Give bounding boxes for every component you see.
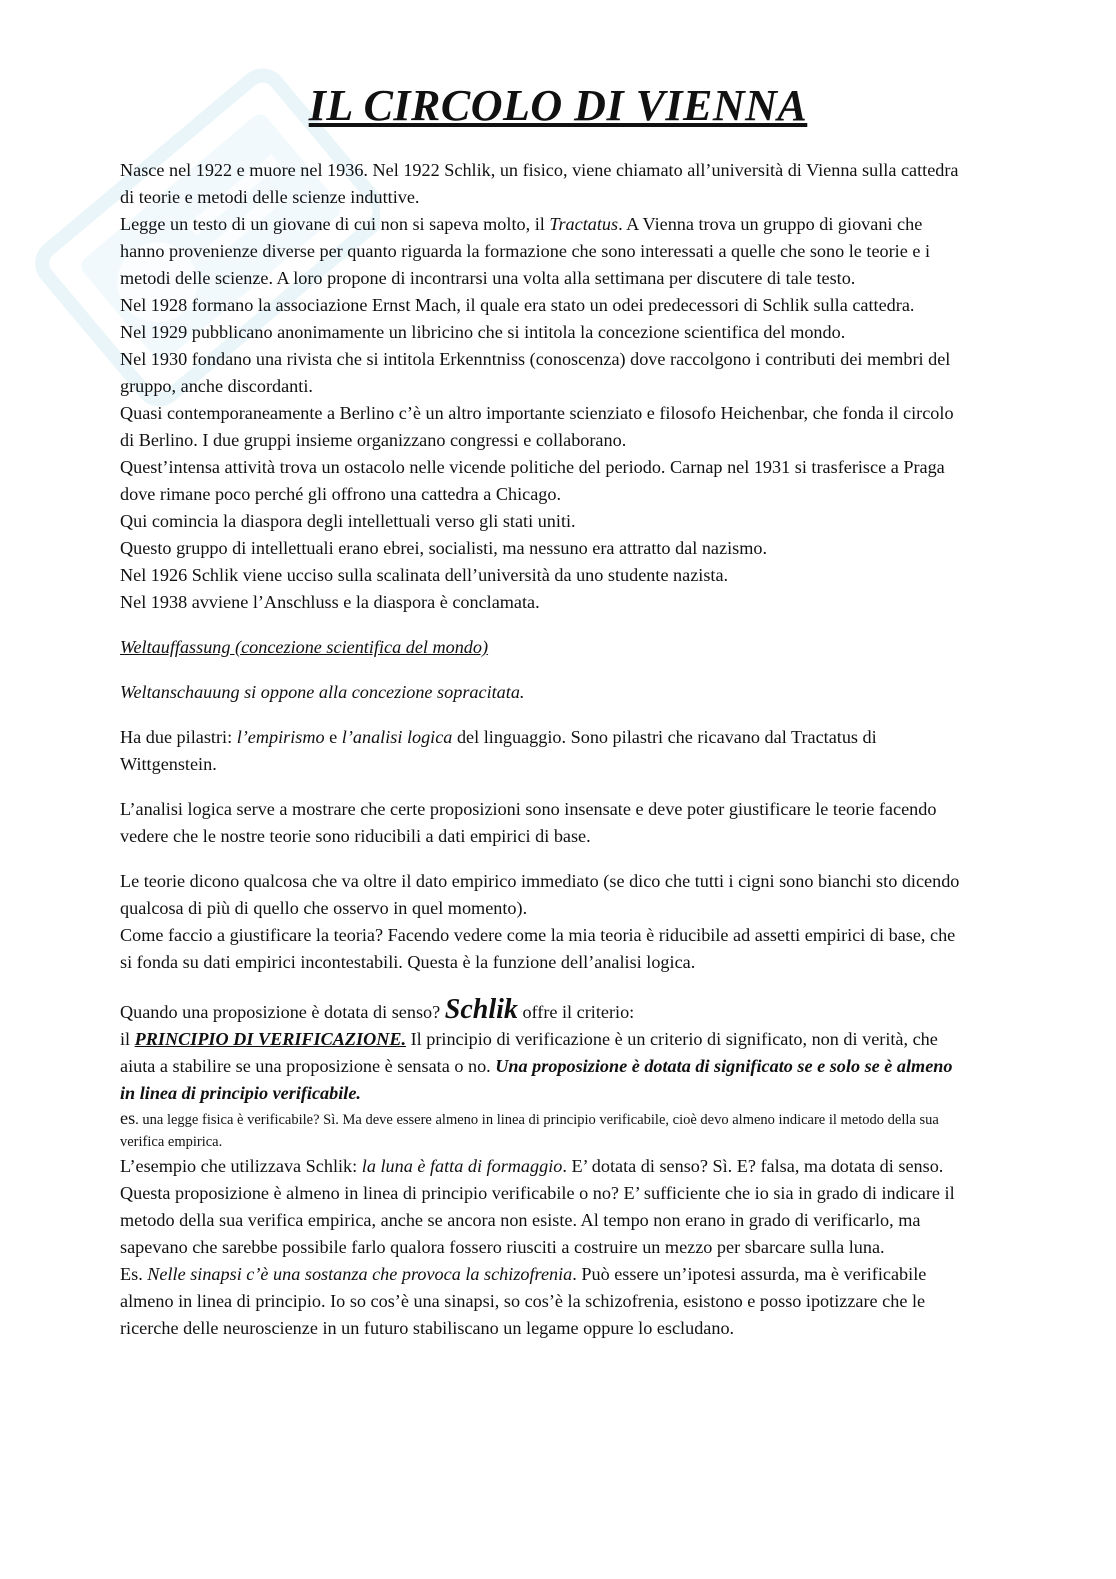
principle-term: PRINCIPIO DI VERIFICAZIONE. (134, 1029, 407, 1049)
paragraph: Es. Nelle sinapsi c’è una sostanza che provoca la schizofrenia. Può essere un’ipotesi assurda, ma è verificabile almeno in linea di principio. Io so cos’è una sinapsi, so cos’è la schizofrenia, esistono e posso ipotizzare che le ricerche delle neuroscienze in un futuro stabiliscano un legame oppure lo escludano. (120, 1264, 927, 1338)
paragraph: Questo gruppo di intellettuali erano ebrei, socialisti, ma nessuno era attratto dal nazismo. (120, 538, 767, 558)
paragraph: Weltanschauung si oppone alla concezione sopracitata. (120, 682, 525, 702)
paragraph: Nasce nel 1922 e muore nel 1936. Nel 1922 Schlik, un fisico, viene chiamato all’università di Vienna sulla cattedra di teorie e metodi delle scienze induttive. (120, 160, 959, 207)
document-body (120, 157, 960, 1342)
paragraph: Quando una proposizione è dotata di senso? Schlik offre il criterio: (120, 994, 635, 1025)
page-title: IL CIRCOLO DI VIENNA (308, 81, 808, 130)
paragraph: Qui comincia la diaspora degli intellettuali verso gli stati uniti. (120, 511, 576, 531)
paragraph: Ha due pilastri: l’empirismo e l’analisi logica del linguaggio. Sono pilastri che ricavano dal Tractatus di Wittgenstein. (120, 727, 877, 774)
example-note: es. una legge fisica è verificabile? Sì. Ma deve essere almeno in linea di principio verificabile, cioè devo almeno indicare il metodo della sua verifica empirica. (120, 1108, 939, 1150)
paragraph: Nel 1928 formano la associazione Ernst Mach, il quale era stato un odei predecessori di Schlik sulla cattedra. (120, 295, 915, 315)
paragraph: Legge un testo di un giovane di cui non si sapeva molto, il Tractatus. A Vienna trova un gruppo di giovani che hanno provenienze diverse per quanto riguarda la formazione che sono interessati a quelle che sono le teorie e i metodi delle scienze. A loro propone di incontrarsi una volta alla settimana per discutere di tale testo. (120, 214, 931, 288)
emphasis-name: Schlik (444, 994, 518, 1025)
paragraph: Nel 1926 Schlik viene ucciso sulla scalinata dell’università da uno studente nazista. (120, 565, 729, 585)
paragraph: Come faccio a giustificare la teoria? Facendo vedere come la mia teoria è riducibile ad assetti empirici di base, che si fonda su dati empirici incontestabili. Questa è la funzione dell’analisi logica. (120, 925, 956, 972)
paragraph: L’analisi logica serve a mostrare che certe proposizioni sono insensate e deve poter giustificare le teorie facendo vedere che le nostre teorie sono riducibili a dati empirici di base. (120, 799, 937, 846)
paragraph: Nel 1930 fondano una rivista che si intitola Erkenntniss (conoscenza) dove raccolgono i contributi dei membri del gruppo, anche discordanti. (120, 349, 951, 396)
italic-text: Tractatus (549, 214, 619, 234)
paragraph: Quasi contemporaneamente a Berlino c’è un altro importante scienziato e filosofo Heichenbar, che fonda il circolo di Berlino. I due gruppi insieme organizzano congressi e collaborano. (120, 403, 954, 450)
paragraph: Nel 1929 pubblicano anonimamente un libricino che si intitola la concezione scientifica del mondo. (120, 322, 846, 342)
section-heading: Weltauffassung (concezione scientifica del mondo) (120, 637, 489, 657)
paragraph: Nel 1938 avviene l’Anschluss e la diaspora è conclamata. (120, 592, 540, 612)
paragraph: Le teorie dicono qualcosa che va oltre il dato empirico immediato (se dico che tutti i cigni sono bianchi sto dicendo qualcosa di più di quello che osservo in quel momento). (120, 871, 960, 918)
paragraph: Quest’intensa attività trova un ostacolo nelle vicende politiche del periodo. Carnap nel 1931 si trasferisce a Praga dove rimane poco perché gli offrono una cattedra a Chicago. (120, 457, 945, 504)
paragraph: L’esempio che utilizzava Schlik: la luna è fatta di formaggio. E’ dotata di senso? Sì. E? falsa, ma dotata di senso. Questa proposizione è almeno in linea di principio verificabile o no? E’ sufficiente che io sia in grado di indicare il metodo della sua verifica empirica, anche se ancora non esiste. Al tempo non erano in grado di verificarlo, ma sapevano che sarebbe possibile farlo qualora fossero riusciti a costruire un mezzo per sbarcare sulla luna. (120, 1156, 955, 1257)
paragraph: il PRINCIPIO DI VERIFICAZIONE. Il principio di verificazione è un criterio di significato, non di verità, che aiuta a stabilire se una proposizione è sensata o no. Una proposizione è dotata di significato se e solo se è almeno in linea di principio verificabile. (120, 1029, 953, 1103)
